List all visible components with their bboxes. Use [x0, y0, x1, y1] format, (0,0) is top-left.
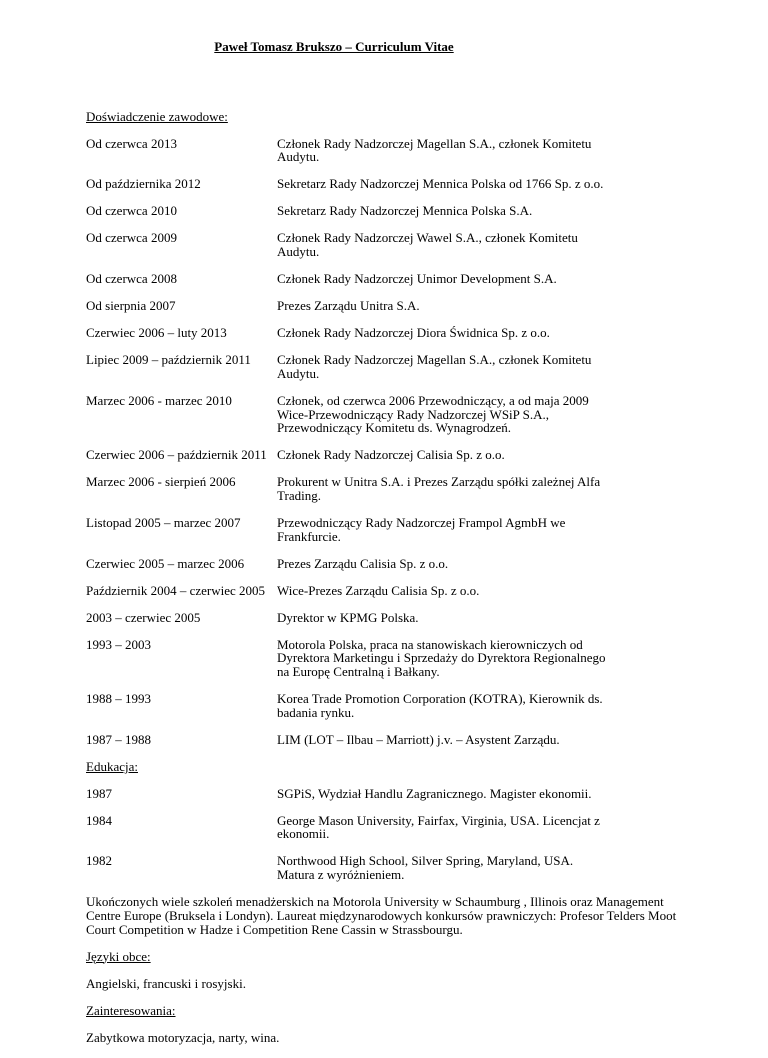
languages-heading: Języki obce: [86, 948, 151, 964]
entry-description: Wice-Prezes Zarządu Calisia Sp. z o.o. [277, 582, 480, 598]
entry-date: 1993 – 2003 [86, 636, 151, 652]
entry-date: 1987 – 1988 [86, 731, 151, 747]
entry-date: Od października 2012 [86, 176, 201, 192]
entry-description: Członek Rady Nadzorczej Unimor Development S.A. [277, 271, 557, 287]
experience-entry [86, 353, 686, 380]
experience-entry [86, 394, 686, 435]
entry-date: Październik 2004 – czerwiec 2005 [86, 582, 266, 598]
entry-date: 1988 – 1993 [86, 691, 151, 707]
entry-description: Prezes Zarządu Calisia Sp. z o.o. [277, 555, 449, 571]
education-list [86, 787, 686, 882]
entry-description: Motorola Polska, praca na stanowiskach kierowniczych od Dyrektora Marketingu i Sprzedaży do Dyrektora Regionalnego na Europę Centralną i Bałkany. [277, 636, 606, 680]
entry-description: Prezes Zarządu Unitra S.A. [277, 298, 420, 314]
experience-entry [86, 475, 686, 502]
experience-entry [86, 584, 686, 598]
languages-text: Angielski, francuski i rosyjski. [86, 975, 246, 991]
entry-date: Od czerwca 2010 [86, 203, 177, 219]
education-entry [86, 854, 686, 881]
experience-entry [86, 137, 686, 164]
entry-description: Dyrektor w KPMG Polska. [277, 609, 419, 625]
education-entry [86, 814, 686, 841]
document-title: Paweł Tomasz Brukszo – Curriculum Vitae [214, 39, 454, 54]
entry-description: Przewodniczący Rady Nadzorczej Frampol AgmbH we Frankfurcie. [277, 514, 566, 544]
experience-entry [86, 231, 686, 258]
interests-text: Zabytkowa motoryzacja, narty, wina. [86, 1029, 280, 1045]
entry-description: Członek Rady Nadzorczej Magellan S.A., członek Komitetu Audytu. [277, 135, 592, 165]
entry-description: SGPiS, Wydział Handlu Zagranicznego. Magister ekonomii. [277, 785, 592, 801]
entry-date: Czerwiec 2005 – marzec 2006 [86, 555, 245, 571]
education-entry [86, 787, 686, 801]
experience-entry [86, 638, 686, 679]
entry-description: Sekretarz Rady Nadzorczej Mennica Polska od 1766 Sp. z o.o. [277, 176, 604, 192]
entry-date: Od czerwca 2013 [86, 135, 177, 151]
entry-date: Listopad 2005 – marzec 2007 [86, 514, 241, 530]
experience-entry [86, 692, 686, 719]
experience-heading: Doświadczenie zawodowe: [86, 108, 228, 124]
experience-entry [86, 326, 686, 340]
entry-date: Od czerwca 2008 [86, 271, 177, 287]
entry-description: Prokurent w Unitra S.A. i Prezes Zarządu spółki zależnej Alfa Trading. [277, 474, 601, 503]
entry-description: Członek Rady Nadzorczej Magellan S.A., członek Komitetu Audytu. [277, 352, 592, 381]
experience-entry [86, 177, 686, 191]
experience-entry [86, 733, 686, 747]
experience-entry [86, 204, 686, 218]
education-note: Ukończonych wiele szkoleń menadżerskich na Motorola University w Schaumburg , Illinois oraz Management Centre Europe (Bruksela i Londyn). Laureat międzynarodowych konkursów prawniczych: Profesor Telders Moot Court Competition w Hadze i Competition Rene Cassin w Strassbourgu. [86, 894, 677, 937]
experience-entry [86, 611, 686, 625]
experience-list [86, 137, 686, 747]
entry-date: Czerwiec 2006 – październik 2011 [86, 447, 267, 463]
entry-date: 1982 [86, 853, 112, 869]
experience-entry [86, 448, 686, 462]
entry-date: Od sierpnia 2007 [86, 298, 176, 314]
entry-description: Członek, od czerwca 2006 Przewodniczący, a od maja 2009 Wice-Przewodniczący Rady Nadzorczej WSiP S.A., Przewodniczący Komitetu ds. Wynagrodzeń. [277, 392, 589, 436]
entry-date: Czerwiec 2006 – luty 2013 [86, 325, 227, 341]
entry-description: Członek Rady Nadzorczej Calisia Sp. z o.o. [277, 447, 505, 463]
interests-heading: Zainteresowania: [86, 1002, 176, 1018]
entry-description: Northwood High School, Silver Spring, Maryland, USA. Matura z wyróżnieniem. [277, 853, 574, 883]
entry-date: 1984 [86, 812, 112, 828]
entry-date: Marzec 2006 - sierpień 2006 [86, 474, 236, 490]
entry-date: 1987 [86, 785, 112, 801]
entry-description: Członek Rady Nadzorczej Wawel S.A., członek Komitetu Audytu. [277, 230, 578, 260]
education-heading: Edukacja: [86, 758, 138, 774]
entry-date: Lipiec 2009 – październik 2011 [86, 352, 251, 368]
experience-entry [86, 299, 686, 313]
entry-description: George Mason University, Fairfax, Virginia, USA. Licencjat z ekonomii. [277, 812, 600, 842]
entry-description: LIM (LOT – Ilbau – Marriott) j.v. – Asystent Zarządu. [277, 731, 560, 747]
experience-entry [86, 272, 686, 286]
entry-description: Sekretarz Rady Nadzorczej Mennica Polska S.A. [277, 203, 533, 219]
entry-date: Marzec 2006 - marzec 2010 [86, 392, 232, 408]
entry-date: Od czerwca 2009 [86, 230, 177, 246]
entry-date: 2003 – czerwiec 2005 [86, 609, 201, 625]
experience-entry [86, 516, 686, 543]
entry-description: Członek Rady Nadzorczej Diora Świdnica Sp. z o.o. [277, 325, 550, 341]
cv-document [86, 40, 686, 1058]
experience-entry [86, 557, 686, 571]
entry-description: Korea Trade Promotion Corporation (KOTRA), Kierownik ds. badania rynku. [277, 691, 603, 720]
